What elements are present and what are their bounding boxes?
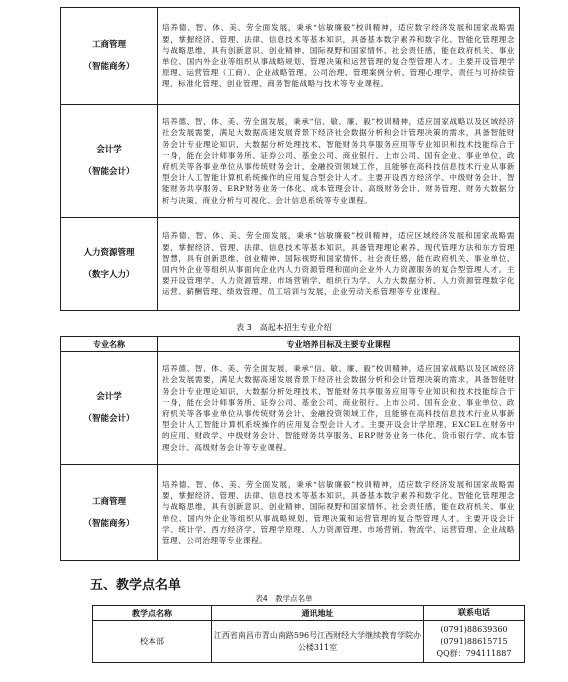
site-phone: (0791)88639360 xyxy=(440,624,508,634)
table-caption: 表4 教学点名单 xyxy=(255,594,313,603)
site-phone: (0791)88615715 xyxy=(440,636,508,646)
major-name-cell xyxy=(61,105,158,218)
major-name-cell xyxy=(61,218,158,311)
major-direction: （智能会计） xyxy=(83,414,135,424)
major-table xyxy=(60,336,520,561)
table-row xyxy=(61,105,520,218)
major-description: 培养德、智、体、美、劳全面发展，秉承“信敏廉毅”校训精神，适应数字经济发展和国家战略需要，掌握经济、管理、法律、信息技术等基本知识，具备基本数字素养和数字化、智能化管理理念与战略思维，具有创新意识、创业精神、国际视野和国家情怀、社会责任感，能在政府机关、事业单位、国内外企业等组织从事战略规划、管理决策和运营管理的复合型管理人才。主要开设会计学、统计学、西方经济学、管理学原理、人力资源管理、市场营销、物流学、运营管理、企业战略管理、公司治理等专业课程。 xyxy=(158,465,520,561)
major-name: 人力资源管理 xyxy=(83,248,135,258)
major-description: 培养德、智、体、美、劳全面发展，秉承“信、敏、廉、毅”校训精神，适应国家战略以及区域经济社会发展需要，满足大数据高速发展背景下经济社会数据分析和会计管理决策的需求，具备智能财务会计专业理论知识、大数据分析处理技术、智能财务共享服务应用等专业知识和技术技能综合于一身，能在会计师事务所、证券公司、基金公司、商业银行、上市公司、国有企业、事业单位、政府机关等各事业单位从事传统财务会计、金融投资领域工作，且能够在高科技信息技术行业从事新型会计人工智能计算机系统操作的应用复合型会计人才。主要开设会计学原理、EXCEL在财务中的应用、财政学、中级财务会计、智能财务共享服务、ERP财务业务一体化、货币银行学、成本管理会计、高级财务会计等专业课程。 xyxy=(158,352,520,465)
major-name-cell xyxy=(61,352,158,465)
table-row xyxy=(61,465,520,561)
major-direction: （智能商务） xyxy=(83,518,135,529)
section-heading: 五、教学点名单 xyxy=(90,578,182,593)
table-header-row xyxy=(93,606,525,621)
table-row xyxy=(93,621,525,663)
major-description: 培养德、智、体、美、劳全面发展，秉承“信敏廉毅”校训精神，适应区域经济发展和国家战略需要，掌握经济、管理、法律、信息技术等基本知识，具备管理理论素养、现代管理方法和东方管理智慧，具有创新思维、创业精神、国际视野和国家情怀、社会责任感，能在政府机关、事业单位、国内外企业等组织从事面向企业内人力资源管理和面向企业外人力资源服务的复合型管理人才。主要开设管理学、人力资源管理、市场营销学、组织行为学、人力大数据分析、人力资源管理数字化运营、薪酬管理、绩效管理、员工培训与发展、企业劳动关系管理等专业课程。 xyxy=(158,218,520,311)
table-row xyxy=(61,8,520,105)
column-header-address: 通讯地址 xyxy=(212,606,424,621)
major-name: 会计学 xyxy=(96,392,122,402)
site-name: 校本部 xyxy=(93,621,212,663)
column-header-site: 教学点名称 xyxy=(93,606,212,621)
major-direction: （智能会计） xyxy=(83,167,135,177)
major-description: 培养德、智、体、美、劳全面发展，秉承“信、敏、廉、毅”校训精神，适应国家战略以及区域经济社会发展需要，满足大数据高速发展背景下经济社会数据分析和会计管理决策的需求，具备智能财务会计专业理论知识、大数据分析处理技术、智能财务共享服务应用等专业知识和技术技能综合于一身，能在会计师事务所、证券公司、基金公司、商业银行、上市公司、国有企业、事业单位、政府机关等各事业单位从事传统财务会计、金融投资领域工作，且能够在高科技信息技术行业从事新型会计人工智能计算机系统操作的应用复合型会计人才。主要开设西方经济学、中级财务会计、智能财务共享服务、ERP财务业务一体化、成本管理会计、高级财务会计、财务管理、财务大数据分析与决策、商业分析与可视化、会计信息系统等专业课程。 xyxy=(158,105,520,218)
major-direction: （智能商务） xyxy=(83,62,135,72)
major-name: 工商管理 xyxy=(91,496,126,507)
table-row xyxy=(61,352,520,465)
table-caption: 表 3 高起本招生专业介绍 xyxy=(236,323,332,332)
major-table-continued xyxy=(60,7,520,311)
site-address: 江西省南昌市青山南路596号江西财经大学继续教育学院办公楼311室 xyxy=(212,621,424,663)
table-header-row xyxy=(61,337,520,352)
site-phone-cell xyxy=(424,621,525,663)
table-row xyxy=(61,218,520,311)
major-direction: （数字人力） xyxy=(83,270,135,280)
teaching-site-table xyxy=(92,605,525,663)
column-header-phone: 联系电话 xyxy=(424,606,525,621)
major-name: 会计学 xyxy=(96,145,122,155)
column-header-description: 专业培养目标及主要专业课程 xyxy=(158,337,520,352)
major-name: 工商管理 xyxy=(91,40,126,50)
site-qq-group: QQ群：794111887 xyxy=(436,648,512,658)
major-description: 培养德、智、体、美、劳全面发展，秉承“信敏廉毅”校训精神，适应数字经济发展和国家战略需要，掌握经济、管理、法律、信息技术等基本知识，具备基本数字素养和数字化、智能化管理理念与战略思维，具有创新意识、创业精神、国际视野和国家情怀、社会责任感，能在政府机关、事业单位、国内外企业等组织从事战略规划、管理决策和运营管理的复合型管理人才。主要开设管理学原理、运营管理（工商）、企业战略管理、公司治理、管理案例分析、管理心理学、责任与可持续管理、标准化管理、创业管理、商务智能战略与技术等专业课程。 xyxy=(158,8,520,105)
major-name-cell xyxy=(61,8,158,105)
column-header-name: 专业名称 xyxy=(61,337,158,352)
major-name-cell xyxy=(61,465,158,561)
